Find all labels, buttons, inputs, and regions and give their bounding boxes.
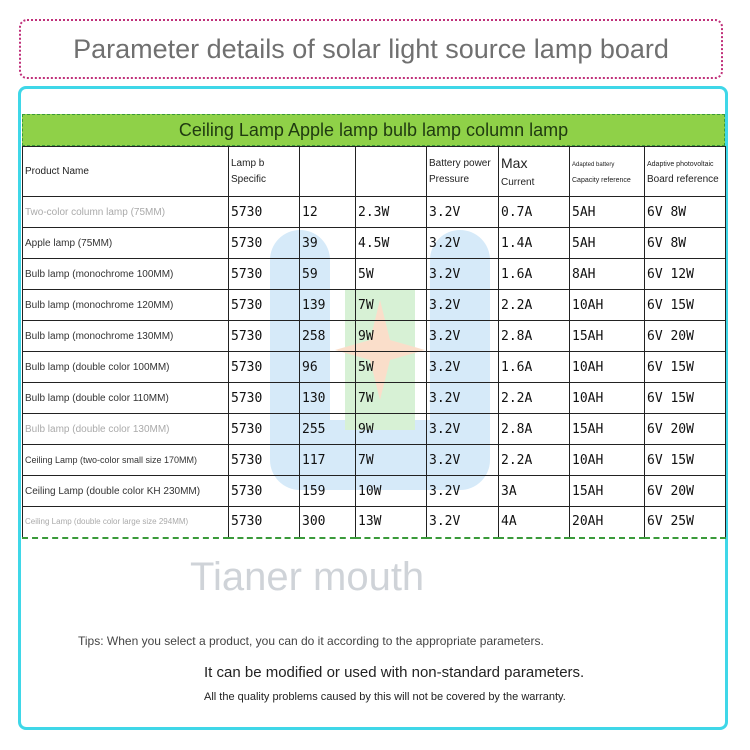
cell-current: 2.8A (499, 414, 570, 445)
page-title: Parameter details of solar light source lamp board (73, 33, 669, 64)
cell-power: 5W (356, 259, 427, 290)
table-row (23, 197, 726, 228)
cell-power: 5W (356, 352, 427, 383)
cell-pv: 6V 20W (645, 321, 726, 352)
cell-pv: 6V 8W (645, 197, 726, 228)
cell-power: 9W (356, 321, 427, 352)
table-row (23, 414, 726, 445)
cell-product-name: Ceiling Lamp (two-color small size 170MM) (23, 445, 229, 476)
cell-qty: 130 (300, 383, 356, 414)
cell-voltage: 3.2V (427, 321, 499, 352)
cell-battery: 10AH (570, 290, 645, 321)
cell-power: 7W (356, 445, 427, 476)
cell-pv: 6V 15W (645, 352, 726, 383)
table-row (23, 476, 726, 507)
cell-current: 1.6A (499, 259, 570, 290)
header-battery-capacity: Adapted battery Capacity reference (570, 147, 645, 197)
table-row (23, 352, 726, 383)
cell-battery: 10AH (570, 383, 645, 414)
cell-voltage: 3.2V (427, 290, 499, 321)
tips-text: Tips: When you select a product, you can do it according to the appropriate parameters. (78, 634, 544, 648)
cell-product-name: Two-color column lamp (75MM) (23, 197, 229, 228)
header-lamp-spec: Lamp b Specific (229, 147, 300, 197)
cell-voltage: 3.2V (427, 476, 499, 507)
cell-battery: 8AH (570, 259, 645, 290)
cell-qty: 96 (300, 352, 356, 383)
cell-current: 1.6A (499, 352, 570, 383)
cell-qty: 255 (300, 414, 356, 445)
header-power (356, 147, 427, 197)
cell-battery: 10AH (570, 352, 645, 383)
cell-current: 2.2A (499, 383, 570, 414)
cell-spec: 5730 (229, 476, 300, 507)
cell-current: 2.2A (499, 445, 570, 476)
table-caption-bar (22, 114, 725, 146)
cell-power: 2.3W (356, 197, 427, 228)
table-caption: Ceiling Lamp Apple lamp bulb lamp column lamp (178, 119, 569, 140)
table-row (23, 321, 726, 352)
cell-battery: 15AH (570, 476, 645, 507)
cell-voltage: 3.2V (427, 507, 499, 538)
cell-spec: 5730 (229, 197, 300, 228)
cell-current: 1.4A (499, 228, 570, 259)
cell-product-name: Bulb lamp (monochrome 130MM) (23, 321, 229, 352)
spec-table (22, 146, 726, 539)
cell-current: 0.7A (499, 197, 570, 228)
cell-qty: 117 (300, 445, 356, 476)
table-row (23, 228, 726, 259)
table-row (23, 383, 726, 414)
cell-battery: 20AH (570, 507, 645, 538)
cell-qty: 300 (300, 507, 356, 538)
header-battery-power: Battery power Pressure (427, 147, 499, 197)
warranty-note: All the quality problems caused by this will not be covered by the warranty. (204, 691, 566, 703)
cell-pv: 6V 20W (645, 476, 726, 507)
cell-power: 10W (356, 476, 427, 507)
cell-current: 4A (499, 507, 570, 538)
watermark-text: Tianer mouth (190, 555, 425, 599)
parameter-table (22, 114, 725, 539)
cell-voltage: 3.2V (427, 445, 499, 476)
cell-qty: 258 (300, 321, 356, 352)
cell-voltage: 3.2V (427, 414, 499, 445)
cell-pv: 6V 15W (645, 290, 726, 321)
cell-power: 7W (356, 383, 427, 414)
cell-spec: 5730 (229, 290, 300, 321)
cell-spec: 5730 (229, 352, 300, 383)
cell-qty: 59 (300, 259, 356, 290)
cell-spec: 5730 (229, 228, 300, 259)
cell-product-name: Ceiling Lamp (double color large size 294MM) (23, 507, 229, 538)
header-quantity (300, 147, 356, 197)
header-max-current: Max Current (499, 147, 570, 197)
cell-pv: 6V 15W (645, 383, 726, 414)
cell-spec: 5730 (229, 321, 300, 352)
cell-qty: 159 (300, 476, 356, 507)
cell-pv: 6V 20W (645, 414, 726, 445)
cell-power: 13W (356, 507, 427, 538)
table-header-row (23, 147, 726, 197)
table-row (23, 445, 726, 476)
cell-battery: 5AH (570, 197, 645, 228)
cell-pv: 6V 8W (645, 228, 726, 259)
cell-spec: 5730 (229, 259, 300, 290)
cell-qty: 12 (300, 197, 356, 228)
page-title-box (19, 19, 723, 79)
cell-product-name: Bulb lamp (double color 130MM) (23, 414, 229, 445)
cell-battery: 10AH (570, 445, 645, 476)
cell-battery: 5AH (570, 228, 645, 259)
cell-spec: 5730 (229, 414, 300, 445)
header-photovoltaic: Adaptive photovoltaic Board reference (645, 147, 726, 197)
cell-power: 9W (356, 414, 427, 445)
cell-spec: 5730 (229, 383, 300, 414)
cell-power: 7W (356, 290, 427, 321)
cell-pv: 6V 12W (645, 259, 726, 290)
cell-battery: 15AH (570, 414, 645, 445)
cell-voltage: 3.2V (427, 352, 499, 383)
cell-voltage: 3.2V (427, 228, 499, 259)
table-row (23, 507, 726, 538)
cell-pv: 6V 25W (645, 507, 726, 538)
cell-battery: 15AH (570, 321, 645, 352)
cell-spec: 5730 (229, 445, 300, 476)
cell-spec: 5730 (229, 507, 300, 538)
header-product-name: Product Name (23, 147, 229, 197)
modification-note: It can be modified or used with non-standard parameters. (204, 664, 585, 681)
cell-product-name: Bulb lamp (double color 110MM) (23, 383, 229, 414)
cell-product-name: Bulb lamp (monochrome 100MM) (23, 259, 229, 290)
cell-current: 3A (499, 476, 570, 507)
table-row (23, 259, 726, 290)
cell-product-name: Bulb lamp (monochrome 120MM) (23, 290, 229, 321)
table-row (23, 290, 726, 321)
cell-current: 2.8A (499, 321, 570, 352)
cell-voltage: 3.2V (427, 197, 499, 228)
cell-qty: 139 (300, 290, 356, 321)
cell-product-name: Apple lamp (75MM) (23, 228, 229, 259)
cell-voltage: 3.2V (427, 383, 499, 414)
cell-voltage: 3.2V (427, 259, 499, 290)
cell-current: 2.2A (499, 290, 570, 321)
cell-qty: 39 (300, 228, 356, 259)
cell-pv: 6V 15W (645, 445, 726, 476)
cell-power: 4.5W (356, 228, 427, 259)
cell-product-name: Ceiling Lamp (double color KH 230MM) (23, 476, 229, 507)
cell-product-name: Bulb lamp (double color 100MM) (23, 352, 229, 383)
